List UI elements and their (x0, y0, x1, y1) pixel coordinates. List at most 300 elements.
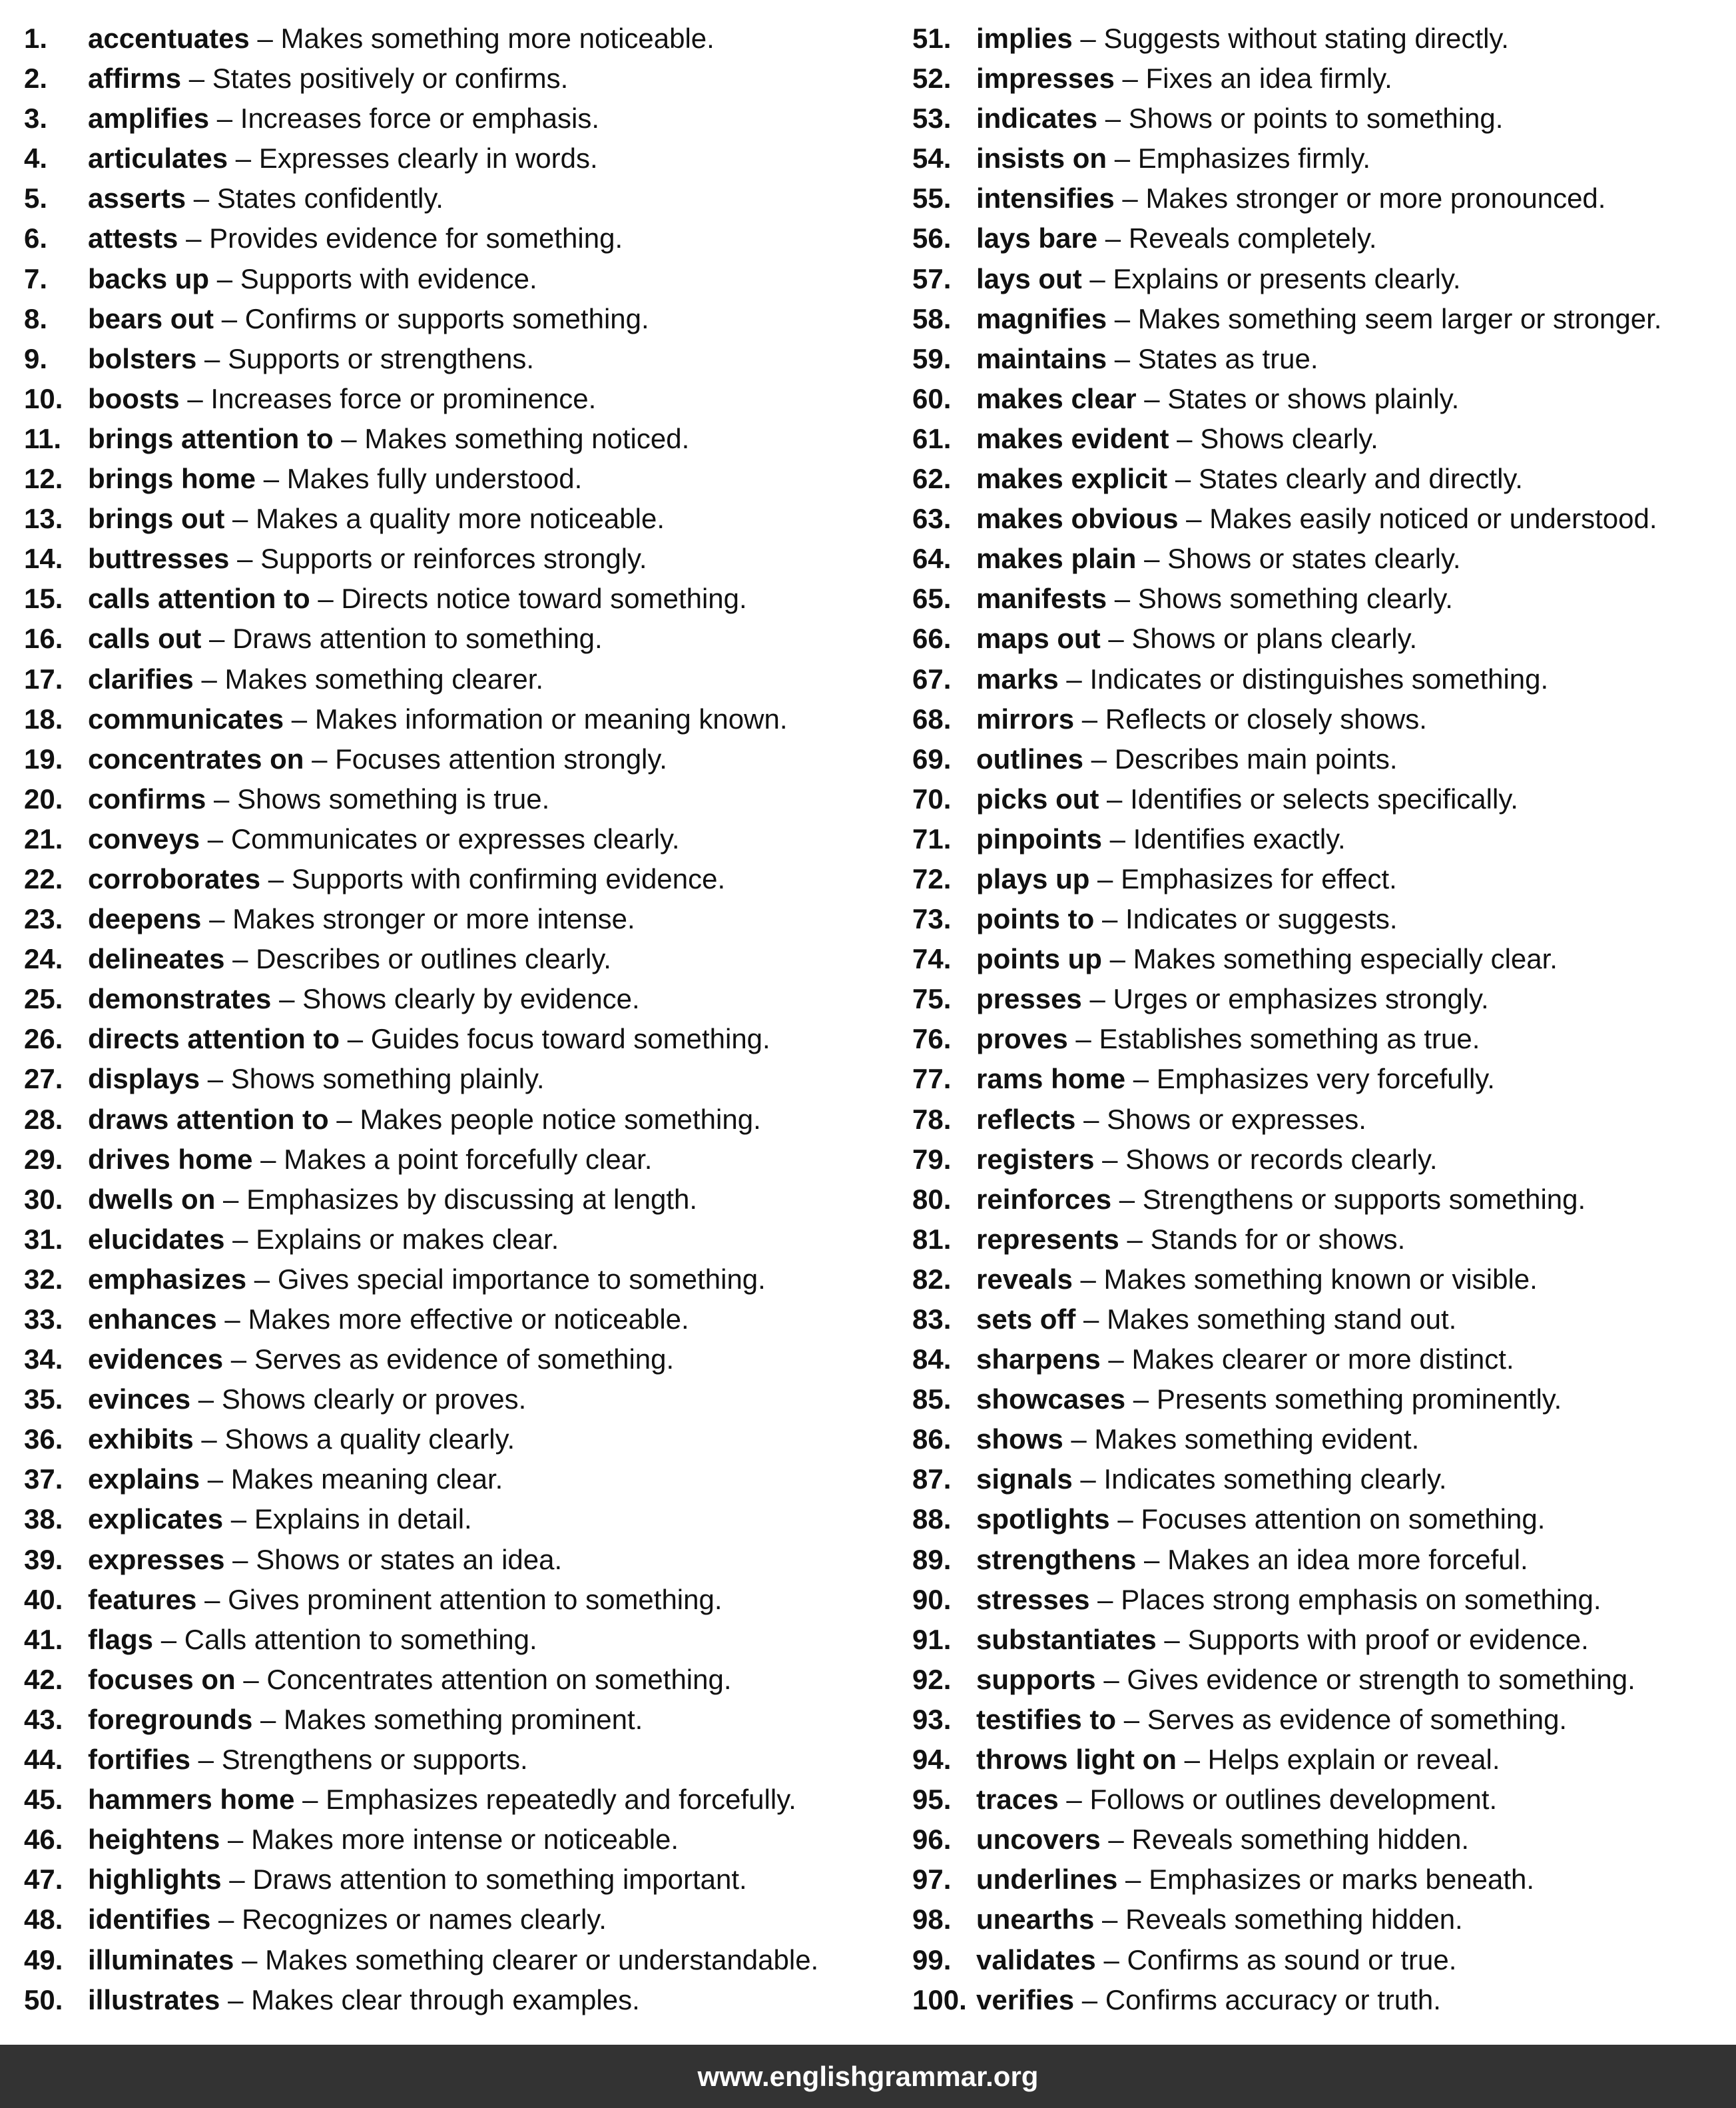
item-number: 24. (24, 943, 63, 975)
item-definition: Supports with evidence. (240, 262, 537, 294)
list-item (24, 619, 890, 659)
item-separator: – (1072, 1463, 1104, 1495)
item-term: maintains (976, 342, 1107, 374)
item-separator: – (1097, 103, 1129, 135)
item-term: validates (976, 1943, 1096, 1975)
item-number: 19. (24, 743, 63, 775)
item-number: 62. (912, 463, 952, 495)
item-term: dwells on (88, 1183, 216, 1215)
item-number: 55. (912, 182, 952, 214)
list-item (912, 1900, 1736, 1939)
item-term: underlines (976, 1864, 1118, 1896)
list-item (912, 899, 1736, 939)
list-item (912, 1740, 1736, 1780)
list-item (912, 1459, 1736, 1499)
item-term: manifests (976, 583, 1107, 615)
list-item (24, 1419, 890, 1459)
item-number: 79. (912, 1143, 952, 1175)
footer-bar (0, 2045, 1736, 2108)
item-number: 100. (912, 1983, 967, 2015)
item-definition: Makes something prominent. (284, 1703, 643, 1735)
item-definition: Gives evidence or strength to something. (1127, 1663, 1635, 1695)
item-number: 88. (912, 1503, 952, 1535)
item-definition: Shows or points to something. (1128, 103, 1504, 135)
item-separator: – (284, 703, 315, 735)
item-definition: Supports or reinforces strongly. (260, 543, 647, 575)
item-separator: – (1081, 983, 1113, 1015)
item-definition: Shows clearly or proves. (221, 1383, 527, 1415)
item-definition: Makes a quality more noticeable. (256, 503, 665, 535)
item-definition: Makes something clearer. (224, 663, 544, 695)
item-term: directs attention to (88, 1023, 340, 1055)
item-definition: Urges or emphasizes strongly. (1113, 983, 1489, 1015)
item-number: 30. (24, 1183, 63, 1215)
list-item (912, 979, 1736, 1019)
item-term: accentuates (88, 23, 250, 54)
item-number: 37. (24, 1463, 63, 1495)
item-number: 87. (912, 1463, 952, 1495)
item-separator: – (1074, 1983, 1105, 2015)
list-item (912, 1820, 1736, 1860)
item-separator: – (210, 1904, 242, 1935)
item-term: signals (976, 1463, 1073, 1495)
item-definition: Makes something clearer or understandable. (265, 1943, 819, 1975)
list-item (912, 1980, 1736, 2020)
list-item (912, 1100, 1736, 1140)
item-number: 27. (24, 1063, 63, 1095)
item-definition: Identifies or selects specifically. (1130, 783, 1518, 815)
list-item (912, 659, 1736, 699)
item-term: brings home (88, 463, 256, 495)
list-item (912, 379, 1736, 419)
list-item (912, 1660, 1736, 1700)
item-number: 3. (24, 103, 48, 135)
list-item (24, 1620, 890, 1660)
item-number: 56. (912, 222, 952, 254)
item-number: 5. (24, 182, 48, 214)
item-term: insists on (976, 143, 1107, 175)
item-separator: – (1107, 583, 1138, 615)
item-separator: – (223, 1343, 254, 1375)
item-term: illuminates (88, 1943, 234, 1975)
item-separator: – (1117, 1864, 1149, 1896)
item-separator: – (1100, 1343, 1132, 1375)
item-definition: Makes clearer or more distinct. (1131, 1343, 1514, 1375)
item-definition: Presents something prominently. (1156, 1383, 1562, 1415)
item-separator: – (216, 1303, 248, 1335)
item-separator: – (209, 103, 240, 135)
item-separator: – (196, 1583, 228, 1615)
item-separator: – (200, 1063, 231, 1095)
list-item (912, 539, 1736, 579)
item-definition: Supports with confirming evidence. (291, 863, 726, 894)
list-item (912, 819, 1736, 859)
item-term: indicates (976, 103, 1098, 135)
item-number: 95. (912, 1784, 952, 1816)
list-item (912, 419, 1736, 459)
item-definition: Focuses attention on something. (1141, 1503, 1546, 1535)
item-term: elucidates (88, 1223, 225, 1255)
item-number: 91. (912, 1623, 952, 1655)
list-item (912, 1299, 1736, 1339)
item-number: 75. (912, 983, 952, 1015)
item-number: 41. (24, 1623, 63, 1655)
list-item (24, 1299, 890, 1339)
list-item (912, 1180, 1736, 1220)
item-separator: – (1094, 1904, 1126, 1935)
item-term: brings attention to (88, 422, 334, 454)
list-item (24, 899, 890, 939)
list-item (912, 1860, 1736, 1900)
list-item (912, 259, 1736, 299)
item-number: 17. (24, 663, 63, 695)
item-term: brings out (88, 503, 225, 535)
item-separator: – (1097, 222, 1129, 254)
item-separator: – (1178, 503, 1210, 535)
item-number: 47. (24, 1864, 63, 1896)
item-definition: Draws attention to something important. (252, 1864, 747, 1896)
item-term: asserts (88, 182, 186, 214)
item-term: highlights (88, 1864, 222, 1896)
item-separator: – (1111, 1183, 1143, 1215)
item-term: hammers home (88, 1784, 295, 1816)
list-item (912, 1019, 1736, 1059)
item-term: intensifies (976, 182, 1115, 214)
list-item (912, 1259, 1736, 1299)
item-number: 44. (24, 1744, 63, 1776)
item-number: 15. (24, 583, 63, 615)
item-separator: – (1169, 422, 1201, 454)
footer-url: www.englishgrammar.org (697, 2060, 1039, 2092)
item-definition: Makes easily noticed or understood. (1209, 503, 1657, 535)
item-term: reinforces (976, 1183, 1112, 1215)
item-separator: – (294, 1784, 326, 1816)
item-term: lays bare (976, 222, 1098, 254)
item-term: uncovers (976, 1824, 1101, 1856)
item-number: 40. (24, 1583, 63, 1615)
item-term: mirrors (976, 703, 1075, 735)
list-item (912, 499, 1736, 539)
item-number: 89. (912, 1543, 952, 1575)
item-definition: Focuses attention strongly. (335, 743, 667, 775)
item-term: conveys (88, 823, 200, 855)
list-item (912, 1419, 1736, 1459)
item-definition: Makes a point forcefully clear. (284, 1143, 653, 1175)
item-definition: Makes an idea more forceful. (1167, 1543, 1528, 1575)
list-item (24, 459, 890, 499)
item-term: drives home (88, 1143, 253, 1175)
list-item (24, 1980, 890, 2020)
item-definition: Concentrates attention on something. (266, 1663, 732, 1695)
item-number: 28. (24, 1103, 63, 1135)
list-item (912, 218, 1736, 258)
item-separator: – (1101, 943, 1133, 975)
item-definition: Serves as evidence of something. (1147, 1703, 1568, 1735)
list-item (24, 1860, 890, 1900)
item-number: 78. (912, 1103, 952, 1135)
item-definition: Increases force or emphasis. (240, 103, 600, 135)
list-item (24, 579, 890, 619)
item-term: implies (976, 23, 1073, 54)
list-item (912, 699, 1736, 739)
item-definition: Emphasizes very forcefully. (1156, 1063, 1495, 1095)
item-number: 6. (24, 222, 48, 254)
list-item (912, 139, 1736, 178)
item-separator: – (260, 863, 292, 894)
item-separator: – (310, 583, 342, 615)
item-number: 73. (912, 903, 952, 935)
item-term: magnifies (976, 302, 1107, 334)
list-item (912, 1059, 1736, 1099)
item-number: 38. (24, 1503, 63, 1535)
item-separator: – (1058, 663, 1090, 695)
list-item (912, 1580, 1736, 1620)
item-number: 33. (24, 1303, 63, 1335)
item-number: 50. (24, 1983, 63, 2015)
item-separator: – (220, 1824, 252, 1856)
item-number: 86. (912, 1423, 952, 1455)
item-term: focuses on (88, 1663, 236, 1695)
item-separator: – (1074, 703, 1105, 735)
item-separator: – (252, 1143, 284, 1175)
item-number: 22. (24, 863, 63, 894)
item-number: 52. (912, 63, 952, 95)
item-number: 64. (912, 543, 952, 575)
list-item (24, 1339, 890, 1379)
item-term: shows (976, 1423, 1063, 1455)
item-number: 82. (912, 1263, 952, 1295)
item-term: makes clear (976, 382, 1137, 414)
item-term: communicates (88, 703, 284, 735)
item-definition: Provides evidence for something. (209, 222, 623, 254)
item-separator: – (1107, 143, 1138, 175)
list-item (912, 859, 1736, 899)
item-definition: Makes something noticed. (364, 422, 690, 454)
item-separator: – (234, 1943, 266, 1975)
item-definition: Confirms or supports something. (244, 302, 649, 334)
item-separator: – (181, 63, 212, 95)
item-term: corroborates (88, 863, 261, 894)
item-separator: – (1100, 1824, 1132, 1856)
list-item (912, 1780, 1736, 1820)
item-definition: Makes something known or visible. (1103, 1263, 1538, 1295)
list-item (24, 1019, 890, 1059)
list-item (24, 1820, 890, 1860)
list-item (24, 1220, 890, 1259)
item-separator: – (200, 1463, 231, 1495)
list-item (912, 59, 1736, 99)
item-number: 29. (24, 1143, 63, 1175)
list-item (912, 1220, 1736, 1259)
item-term: features (88, 1583, 197, 1615)
list-item (24, 1459, 890, 1499)
list-item (912, 339, 1736, 379)
item-definition: Shows or states an idea. (256, 1543, 563, 1575)
item-number: 53. (912, 103, 952, 135)
item-number: 60. (912, 382, 952, 414)
item-number: 57. (912, 262, 952, 294)
list-item (912, 579, 1736, 619)
list-item (912, 779, 1736, 819)
item-definition: Follows or outlines development. (1089, 1784, 1498, 1816)
item-term: articulates (88, 143, 228, 175)
item-definition: Recognizes or names clearly. (242, 1904, 607, 1935)
item-number: 2. (24, 63, 48, 95)
item-definition: Indicates or distinguishes something. (1089, 663, 1549, 695)
item-term: explains (88, 1463, 200, 1495)
item-definition: Shows something clearly. (1137, 583, 1453, 615)
list-item (24, 1740, 890, 1780)
item-definition: Supports with proof or evidence. (1187, 1623, 1589, 1655)
item-definition: Strengthens or supports something. (1142, 1183, 1586, 1215)
item-number: 23. (24, 903, 63, 935)
item-definition: Shows or states clearly. (1167, 543, 1461, 575)
list-item (912, 99, 1736, 139)
item-definition: Makes more intense or noticeable. (251, 1824, 679, 1856)
item-number: 46. (24, 1824, 63, 1856)
item-term: throws light on (976, 1744, 1177, 1776)
item-separator: – (220, 1983, 252, 2015)
list-item (24, 779, 890, 819)
item-term: sets off (976, 1303, 1076, 1335)
list-item (24, 1780, 890, 1820)
item-definition: Expresses clearly in words. (258, 143, 598, 175)
item-term: stresses (976, 1583, 1090, 1615)
item-term: fortifies (88, 1744, 191, 1776)
list-item (24, 539, 890, 579)
item-term: confirms (88, 783, 206, 815)
list-item (912, 1540, 1736, 1580)
item-definition: Helps explain or reveal. (1207, 1744, 1500, 1776)
item-definition: States or shows plainly. (1167, 382, 1460, 414)
item-number: 66. (912, 623, 952, 655)
item-term: substantiates (976, 1623, 1157, 1655)
item-separator: – (1095, 1663, 1127, 1695)
item-number: 81. (912, 1223, 952, 1255)
list-item (24, 339, 890, 379)
item-number: 96. (912, 1824, 952, 1856)
item-separator: – (252, 1703, 284, 1735)
item-term: reflects (976, 1103, 1076, 1135)
item-number: 76. (912, 1023, 952, 1055)
item-number: 16. (24, 623, 63, 655)
item-separator: – (1156, 1623, 1188, 1655)
item-separator: – (224, 503, 256, 535)
item-term: displays (88, 1063, 200, 1095)
item-definition: Indicates or suggests. (1125, 903, 1398, 935)
item-definition: Confirms accuracy or truth. (1105, 1983, 1441, 2015)
item-term: picks out (976, 783, 1099, 815)
item-separator: – (186, 182, 217, 214)
item-separator: – (1125, 1383, 1157, 1415)
item-definition: Shows or expresses. (1107, 1103, 1366, 1135)
item-number: 67. (912, 663, 952, 695)
item-definition: Shows clearly. (1200, 422, 1378, 454)
item-number: 93. (912, 1703, 952, 1735)
item-number: 11. (24, 422, 62, 454)
item-term: backs up (88, 262, 210, 294)
list-item (24, 1700, 890, 1740)
item-separator: – (256, 463, 287, 495)
item-number: 92. (912, 1663, 952, 1695)
item-term: illustrates (88, 1983, 220, 2015)
item-term: exhibits (88, 1423, 194, 1455)
item-number: 7. (24, 262, 48, 294)
list-item (24, 19, 890, 59)
item-separator: – (178, 222, 210, 254)
item-term: makes explicit (976, 463, 1168, 495)
item-separator: – (1114, 182, 1146, 214)
item-term: amplifies (88, 103, 210, 135)
item-definition: Fixes an idea firmly. (1145, 63, 1392, 95)
item-term: unearths (976, 1904, 1095, 1935)
item-term: bolsters (88, 342, 197, 374)
item-definition: Emphasizes repeatedly and forcefully. (326, 1784, 796, 1816)
item-number: 97. (912, 1864, 952, 1896)
list-item (912, 939, 1736, 979)
item-definition: Makes something seem larger or stronger. (1137, 302, 1662, 334)
item-term: impresses (976, 63, 1115, 95)
item-term: demonstrates (88, 983, 272, 1015)
item-separator: – (214, 302, 245, 334)
list-item (24, 1900, 890, 1939)
item-separator: – (1081, 262, 1113, 294)
list-item (912, 19, 1736, 59)
item-definition: Reveals something hidden. (1125, 1904, 1463, 1935)
item-term: makes evident (976, 422, 1169, 454)
item-separator: – (235, 1663, 267, 1695)
item-number: 80. (912, 1183, 952, 1215)
item-term: verifies (976, 1983, 1075, 2015)
item-number: 83. (912, 1303, 952, 1335)
item-separator: – (1089, 1583, 1121, 1615)
list-item (24, 1259, 890, 1299)
item-separator: – (328, 1103, 360, 1135)
item-separator: – (1072, 1263, 1104, 1295)
item-term: concentrates on (88, 743, 304, 775)
item-separator: – (1075, 1103, 1107, 1135)
item-number: 39. (24, 1543, 63, 1575)
item-term: draws attention to (88, 1103, 329, 1135)
list-item (912, 1339, 1736, 1379)
item-number: 42. (24, 1663, 63, 1695)
item-term: spotlights (976, 1503, 1110, 1535)
item-separator: – (1101, 823, 1133, 855)
item-definition: Makes stronger or more intense. (232, 903, 635, 935)
list-item (24, 1580, 890, 1620)
list-item (912, 1700, 1736, 1740)
item-definition: States as true. (1137, 342, 1318, 374)
item-definition: Makes something more noticeable. (280, 23, 715, 54)
item-separator: – (1067, 1023, 1099, 1055)
list-item (912, 459, 1736, 499)
list-item (24, 379, 890, 419)
item-number: 20. (24, 783, 63, 815)
item-definition: Calls attention to something. (184, 1623, 537, 1655)
item-term: presses (976, 983, 1082, 1015)
item-number: 59. (912, 342, 952, 374)
item-number: 84. (912, 1343, 952, 1375)
item-term: enhances (88, 1303, 217, 1335)
item-term: bears out (88, 302, 214, 334)
item-term: plays up (976, 863, 1090, 894)
item-number: 74. (912, 943, 952, 975)
item-separator: – (1136, 382, 1168, 414)
item-definition: Gives special importance to something. (277, 1263, 766, 1295)
item-separator: – (1176, 1744, 1208, 1776)
list-item (24, 739, 890, 779)
item-definition: States positively or confirms. (212, 63, 569, 95)
